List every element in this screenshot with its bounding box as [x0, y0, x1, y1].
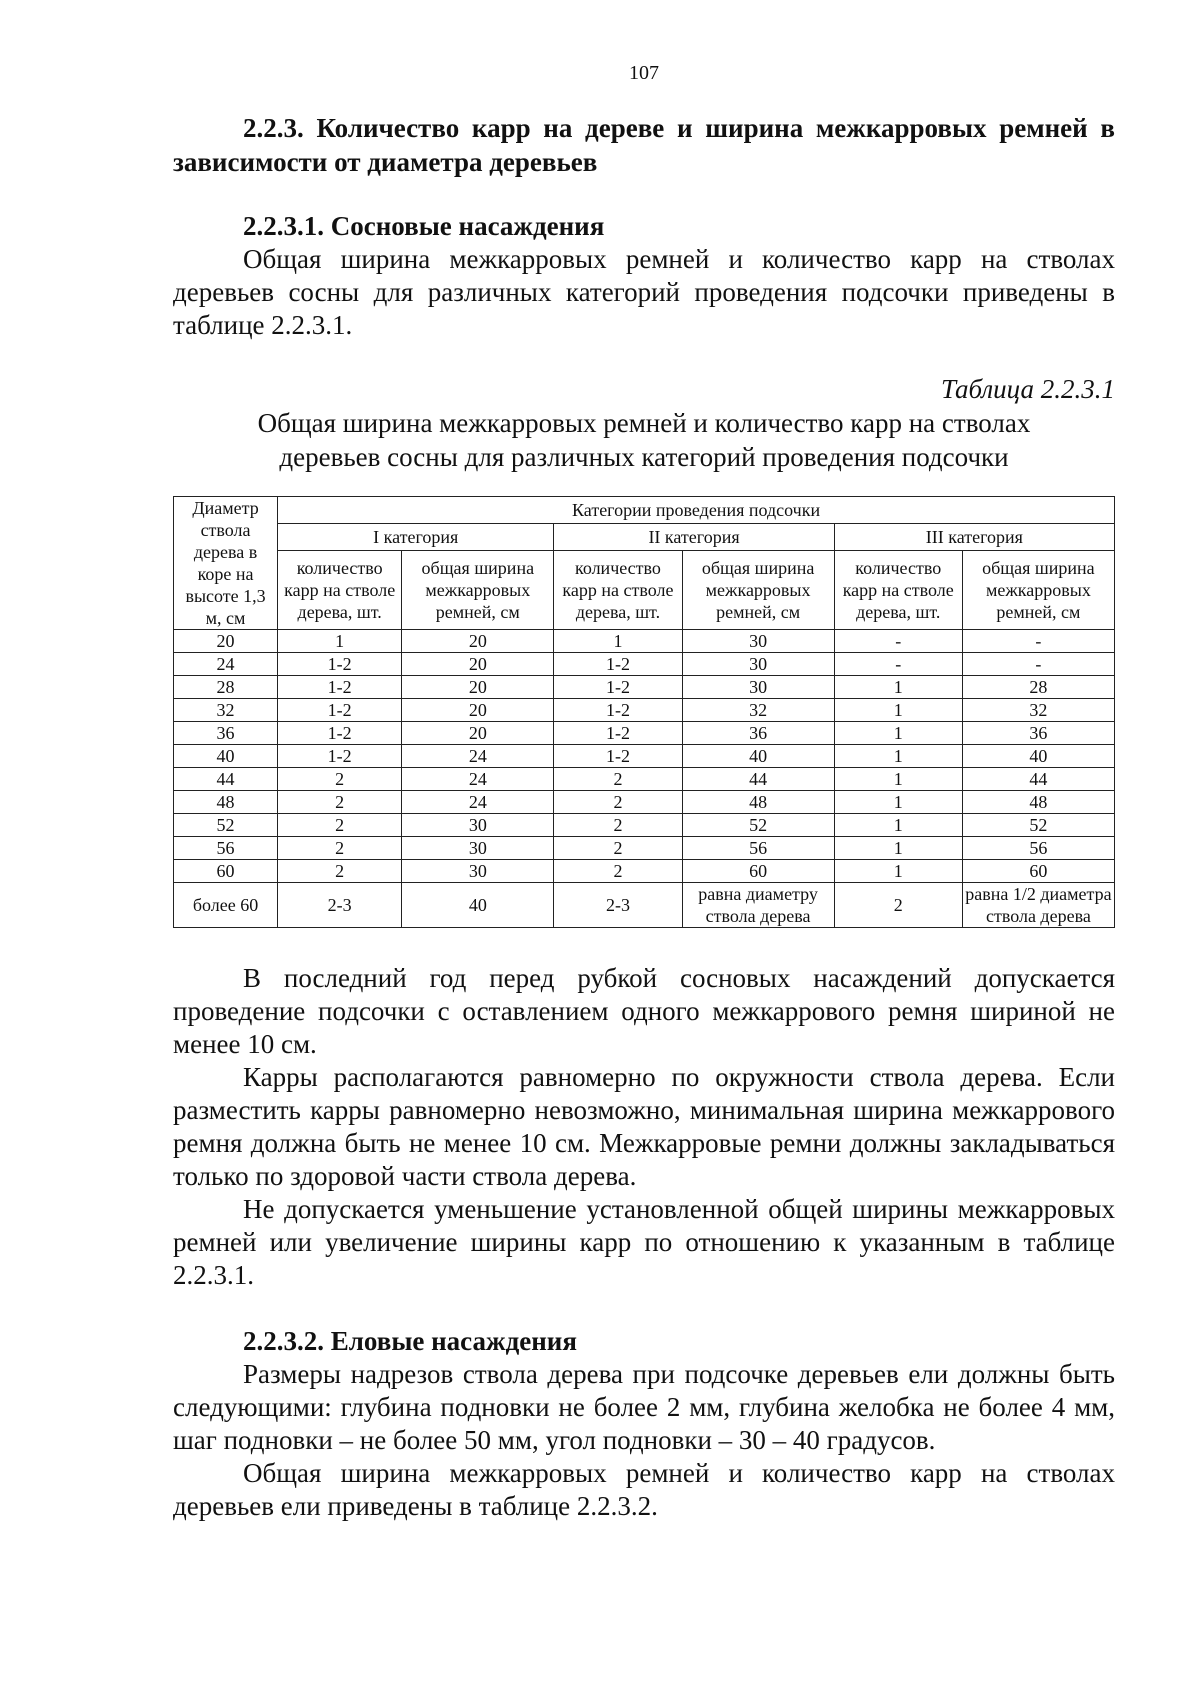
table-cell: 20 — [402, 722, 554, 745]
table-cell: 40 — [174, 745, 278, 768]
table-cell: 30 — [402, 814, 554, 837]
category-header: III категория — [834, 524, 1114, 551]
diameter-header: Диаметр ствола дерева в коре на высоте 1,3 м, см — [174, 497, 278, 630]
categories-header: Категории проведения подсочки — [278, 497, 1115, 524]
table-cell: 32 — [962, 699, 1114, 722]
table-cell: - — [834, 630, 962, 653]
paragraph: Не допускается уменьшение установленной общей ширины межкарровых ремней или увеличение ширины карр по отношению к указанным в таблице 2.2.3.1. — [173, 1194, 1115, 1290]
table-row — [174, 676, 1115, 699]
table-row — [174, 837, 1115, 860]
width-subheader: общая ширина межкарровых ремней, см — [682, 551, 834, 630]
table-cell: 1-2 — [554, 722, 682, 745]
table-cell: 20 — [402, 676, 554, 699]
table-row — [174, 768, 1115, 791]
table-title-line2: деревьев сосны для различных категорий проведения подсочки — [279, 442, 1009, 472]
table-cell: 1 — [834, 699, 962, 722]
section-heading: 2.2.3. Количество карр на дереве и ширина межкарровых ремней в зависимости от диаметра деревьев — [173, 113, 1115, 177]
table-cell: 30 — [682, 653, 834, 676]
table-cell: 1-2 — [278, 699, 402, 722]
table-cell: 2 — [278, 768, 402, 791]
table-cell: 30 — [402, 837, 554, 860]
table-cell: 2 — [554, 791, 682, 814]
subsection-heading-spruce: 2.2.3.2. Еловые насаждения — [243, 1326, 577, 1356]
table-row — [174, 883, 1115, 928]
table-cell: 56 — [682, 837, 834, 860]
table-row — [174, 722, 1115, 745]
table-cell: 1 — [834, 837, 962, 860]
table-cell: 20 — [174, 630, 278, 653]
table-cell: 32 — [174, 699, 278, 722]
table-cell: 48 — [682, 791, 834, 814]
table-cell: 1 — [834, 745, 962, 768]
table-cell: 60 — [962, 860, 1114, 883]
table-cell: 2 — [554, 814, 682, 837]
table-cell: 2 — [554, 768, 682, 791]
table-cell: 1-2 — [554, 745, 682, 768]
table-cell: 40 — [962, 745, 1114, 768]
table-cell: 1-2 — [278, 745, 402, 768]
table-cell: 1 — [834, 791, 962, 814]
count-subheader: количество карр на стволе дерева, шт. — [554, 551, 682, 630]
table-cell: 1 — [834, 814, 962, 837]
category-header: II категория — [554, 524, 834, 551]
pine-intro-paragraph: Общая ширина межкарровых ремней и количество карр на стволах деревьев сосны для различных категорий проведения подсочки приведены в таблице 2.2.3.1. — [173, 244, 1115, 340]
table-cell: 56 — [174, 837, 278, 860]
page-number: 107 — [629, 62, 659, 84]
table-cell: 1-2 — [554, 653, 682, 676]
table-cell: 60 — [682, 860, 834, 883]
paragraph: Общая ширина межкарровых ремней и количество карр на стволах деревьев ели приведены в таблице 2.2.3.2. — [173, 1458, 1115, 1521]
table-cell: равна диаметру ствола дерева — [682, 883, 834, 928]
width-subheader: общая ширина межкарровых ремней, см — [402, 551, 554, 630]
table-cell: 52 — [682, 814, 834, 837]
table-cell: 1 — [278, 630, 402, 653]
table-row — [174, 791, 1115, 814]
table-cell: 24 — [174, 653, 278, 676]
text-after-table — [173, 962, 1115, 1292]
table-cell: 20 — [402, 699, 554, 722]
table-title-line1: Общая ширина межкарровых ремней и количество карр на стволах — [257, 408, 1031, 438]
table-cell: 1 — [834, 722, 962, 745]
table-cell: 2-3 — [278, 883, 402, 928]
table-cell: 24 — [402, 791, 554, 814]
table-row — [174, 699, 1115, 722]
category-header: I категория — [278, 524, 554, 551]
table-cell: 60 — [174, 860, 278, 883]
table-cell: равна 1/2 диаметра ствола дерева — [962, 883, 1114, 928]
pine-table — [173, 496, 1115, 928]
table-cell: - — [962, 653, 1114, 676]
table-cell: 2 — [554, 860, 682, 883]
subsection-heading-pine: 2.2.3.1. Сосновые насаждения — [243, 211, 605, 241]
count-subheader: количество карр на стволе дерева, шт. — [278, 551, 402, 630]
table-cell: 2 — [278, 791, 402, 814]
table-cell: 36 — [174, 722, 278, 745]
paragraph: В последний год перед рубкой сосновых насаждений допускается проведение подсочки с оставлением одного межкаррового ремня шириной не менее 10 см. — [173, 963, 1115, 1059]
table-row — [174, 653, 1115, 676]
table-cell: 48 — [174, 791, 278, 814]
table-cell: 1 — [834, 676, 962, 699]
table-cell: более 60 — [174, 883, 278, 928]
table-cell: 2 — [278, 814, 402, 837]
table-cell: 28 — [962, 676, 1114, 699]
table-cell: 2 — [554, 837, 682, 860]
paragraph: Карры располагаются равномерно по окружности ствола дерева. Если разместить карры равномерно невозможно, минимальная ширина межкаррового ремня должна быть не менее 10 см. Межкарровые ремни должны закладываться только по здоровой части ствола дерева. — [173, 1062, 1115, 1191]
table-row — [174, 630, 1115, 653]
table-body — [174, 630, 1115, 928]
table-cell: - — [962, 630, 1114, 653]
table-cell: 32 — [682, 699, 834, 722]
width-subheader: общая ширина межкарровых ремней, см — [962, 551, 1114, 630]
table-row — [174, 860, 1115, 883]
table-cell: 1 — [834, 768, 962, 791]
table-cell: 36 — [962, 722, 1114, 745]
table-cell: 36 — [682, 722, 834, 745]
table-cell: 24 — [402, 745, 554, 768]
table-cell: 2 — [278, 837, 402, 860]
document-page — [173, 62, 1115, 1523]
table-cell: 28 — [174, 676, 278, 699]
table-row — [174, 814, 1115, 837]
table-cell: 30 — [402, 860, 554, 883]
table-cell: 40 — [682, 745, 834, 768]
table-cell: 52 — [962, 814, 1114, 837]
table-cell: 44 — [682, 768, 834, 791]
table-cell: 30 — [682, 676, 834, 699]
table-cell: 20 — [402, 630, 554, 653]
count-subheader: количество карр на стволе дерева, шт. — [834, 551, 962, 630]
table-cell: 1-2 — [554, 676, 682, 699]
table-cell: 1 — [834, 860, 962, 883]
paragraph: Размеры надрезов ствола дерева при подсочке деревьев ели должны быть следующими: глубина подновки не более 2 мм, глубина желобка не более 4 мм, шаг подновки – не более 50 мм, угол подновки – 30 – 40 градусов. — [173, 1359, 1115, 1455]
table-cell: 24 — [402, 768, 554, 791]
table-cell: 30 — [682, 630, 834, 653]
table-cell: 20 — [402, 653, 554, 676]
table-label: Таблица 2.2.3.1 — [940, 374, 1115, 404]
table-cell: 1-2 — [278, 676, 402, 699]
table-cell: 52 — [174, 814, 278, 837]
table-cell: 1-2 — [554, 699, 682, 722]
table-cell: 48 — [962, 791, 1114, 814]
table-cell: 2-3 — [554, 883, 682, 928]
table-cell: 56 — [962, 837, 1114, 860]
table-cell: 40 — [402, 883, 554, 928]
table-cell: 1-2 — [278, 653, 402, 676]
table-cell: 1-2 — [278, 722, 402, 745]
table-cell: 1 — [554, 630, 682, 653]
table-cell: 44 — [962, 768, 1114, 791]
table-row — [174, 745, 1115, 768]
table-cell: 44 — [174, 768, 278, 791]
table-cell: 2 — [834, 883, 962, 928]
table-cell: - — [834, 653, 962, 676]
table-cell: 2 — [278, 860, 402, 883]
